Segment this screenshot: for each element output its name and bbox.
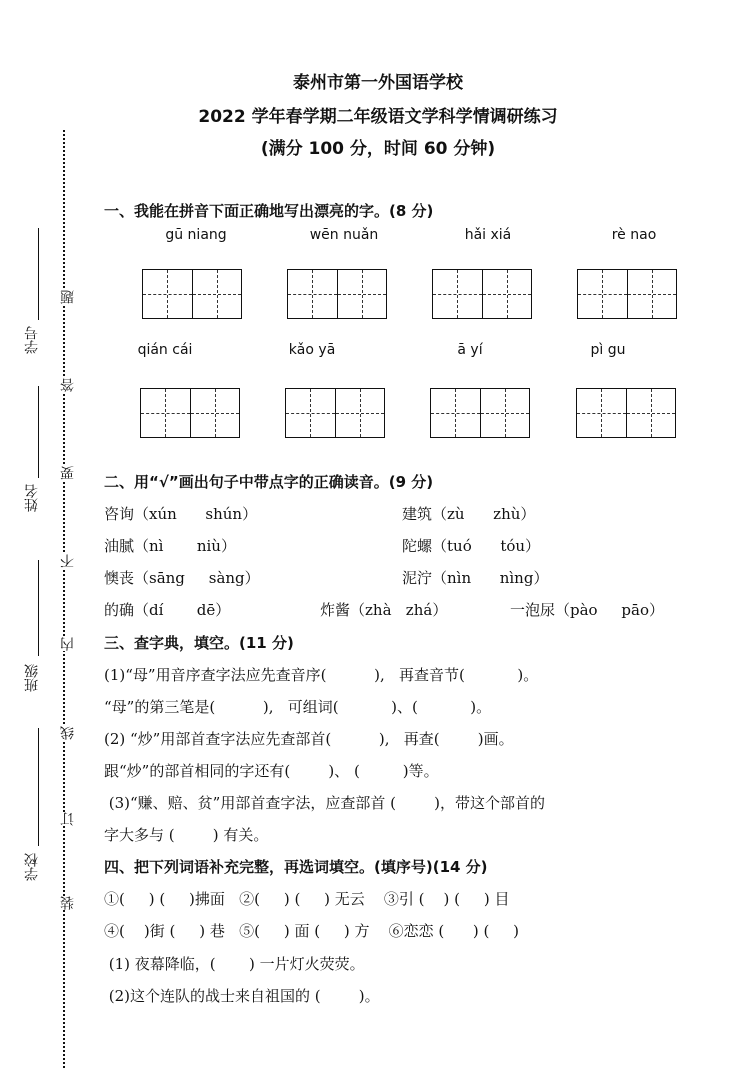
seal-char: 内: [60, 637, 76, 651]
tianzige-box[interactable]: [430, 388, 530, 438]
pronunciation-item[interactable]: 懊丧（sāng sàng）: [104, 569, 260, 587]
fill-blank-line[interactable]: 跟“炒”的部首相同的字还有( )、 ( )等。: [104, 762, 439, 780]
tianzige-box[interactable]: [140, 388, 240, 438]
section3-title: 三、查字典，填空。(11 分): [104, 634, 294, 652]
student-id-blank[interactable]: [38, 228, 39, 320]
idiom-line[interactable]: ①( ) ( )拂面 ②( ) ( ) 无云 ③引 ( ) ( ) 目: [104, 890, 510, 908]
tianzige-box[interactable]: [287, 269, 387, 319]
pronunciation-item[interactable]: 的确（dí dē）: [104, 601, 231, 619]
pronunciation-item[interactable]: 建筑（zù zhù）: [402, 505, 536, 523]
name-blank[interactable]: [38, 386, 39, 478]
pronunciation-item[interactable]: 油腻（nì niù）: [104, 537, 236, 555]
seal-char: 题: [60, 290, 76, 304]
pinyin-label: pì gu: [590, 342, 626, 358]
school-name: 泰州市第一外国语学校: [293, 73, 463, 93]
section1-title: 一、我能在拼音下面正确地写出漂亮的字。(8 分): [104, 202, 434, 220]
exam-title: 2022 学年春学期二年级语文学科学情调研练习: [198, 107, 558, 127]
fill-sentence[interactable]: (2)这个连队的战士来自祖国的 ( )。: [104, 987, 380, 1005]
seal-char: 装: [60, 896, 76, 910]
pinyin-label: ā yí: [457, 342, 483, 358]
idiom-line[interactable]: ④( )街 ( ) 巷 ⑤( ) 面 ( ) 方 ⑥恋恋 ( ) ( ): [104, 922, 520, 940]
tianzige-box[interactable]: [432, 269, 532, 319]
fill-blank-line[interactable]: (3)“赚、赔、贫”用部首查字法，应查部首 ( )，带这个部首的: [104, 794, 545, 812]
label-student-id: 学号: [24, 326, 40, 354]
fill-sentence[interactable]: (1) 夜幕降临，( ) 一片灯火荧荧。: [104, 955, 365, 973]
pinyin-label: gū niang: [165, 227, 227, 243]
fill-blank-line[interactable]: (2) “炒”用部首查字法应先查部首( ), 再查( )画。: [104, 730, 514, 748]
fill-blank-line[interactable]: 字大多与 ( ) 有关。: [104, 826, 269, 844]
tianzige-box[interactable]: [142, 269, 242, 319]
label-name: 姓名: [24, 484, 40, 512]
exam-info: (满分 100 分，时间 60 分钟): [260, 139, 496, 159]
school-blank[interactable]: [38, 728, 39, 846]
label-school: 学校: [24, 853, 40, 881]
pinyin-label: hǎi xiá: [464, 227, 512, 243]
pinyin-label: rè nao: [611, 227, 657, 243]
fill-blank-line[interactable]: “母”的第三笔是( ), 可组词( )、( )。: [104, 698, 492, 716]
pinyin-label: wēn nuǎn: [309, 227, 379, 243]
section4-title: 四、把下列词语补充完整，再选词填空。(填序号)(14 分): [104, 858, 488, 876]
pronunciation-item[interactable]: 炸酱（zhà zhá）: [320, 601, 448, 619]
tianzige-box[interactable]: [576, 388, 676, 438]
fill-blank-line[interactable]: (1)“母”用音序查字法应先查音序( ), 再查音节( )。: [104, 666, 539, 684]
pronunciation-item[interactable]: 泥泞（nìn nìng）: [402, 569, 549, 587]
pinyin-label: qián cái: [137, 342, 193, 358]
binding-dotted-line: [63, 130, 65, 1068]
tianzige-box[interactable]: [285, 388, 385, 438]
tianzige-box[interactable]: [577, 269, 677, 319]
label-class: 班级: [24, 664, 40, 692]
seal-char: 不: [60, 554, 76, 568]
seal-char: 线: [60, 726, 76, 740]
pronunciation-item[interactable]: 陀螺（tuó tóu）: [402, 537, 541, 555]
section2-title: 二、用“√”画出句子中带点字的正确读音。(9 分): [104, 473, 434, 491]
class-blank[interactable]: [38, 560, 39, 656]
seal-char: 答: [60, 378, 76, 392]
seal-char: 要: [60, 466, 76, 480]
pronunciation-item[interactable]: 一泡尿（pào pāo）: [510, 601, 664, 619]
seal-char: 订: [60, 812, 76, 826]
pinyin-label: kǎo yā: [288, 342, 336, 358]
pronunciation-item[interactable]: 咨询（xún shún）: [104, 505, 258, 523]
